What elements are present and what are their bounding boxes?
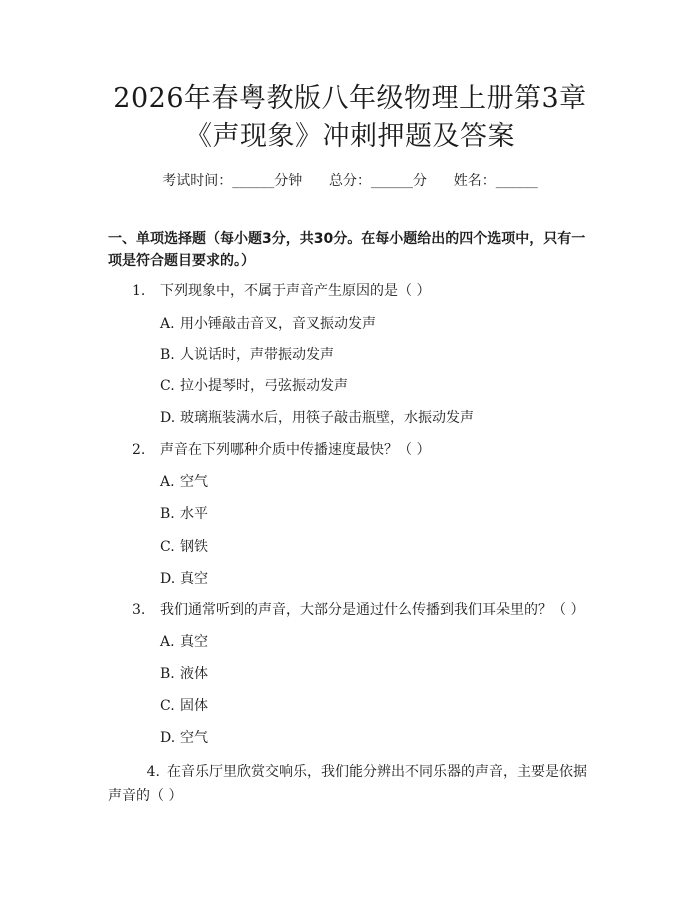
question-1-option-a bbox=[160, 314, 376, 334]
question-1-option-c bbox=[160, 376, 348, 396]
option-letter: D. bbox=[160, 410, 176, 426]
option-letter: B. bbox=[160, 666, 175, 682]
option-letter: B. bbox=[160, 506, 175, 522]
question-4-text: 在音乐厅里欣赏交响乐，我们能分辨出不同乐器的声音，主要是依据声音的（ ） bbox=[108, 764, 587, 804]
option-letter: B. bbox=[160, 347, 175, 363]
question-3-text: 我们通常听到的声音，大部分是通过什么传播到我们耳朵里的？（ ） bbox=[160, 602, 585, 618]
option-text: 空气 bbox=[180, 730, 208, 746]
question-3-number: 3. bbox=[132, 602, 146, 618]
question-2-number: 2. bbox=[132, 442, 146, 458]
question-2-text: 声音在下列哪种介质中传播速度最快？（ ） bbox=[160, 442, 431, 458]
exam-title: 2026年春粤教版八年级物理上册第3章《声现象》冲刺押题及答案 bbox=[113, 83, 587, 152]
question-2-option-d bbox=[160, 569, 208, 589]
option-text: 拉小提琴时，弓弦振动发声 bbox=[180, 378, 348, 394]
question-4 bbox=[108, 760, 598, 808]
question-3-option-c bbox=[160, 696, 208, 716]
option-letter: D. bbox=[160, 571, 176, 587]
option-text: 空气 bbox=[180, 474, 208, 490]
option-text: 固体 bbox=[180, 698, 208, 714]
option-letter: D. bbox=[160, 730, 176, 746]
question-1-text: 下列现象中，不属于声音产生原因的是（ ） bbox=[160, 283, 431, 299]
option-text: 真空 bbox=[180, 634, 208, 650]
question-3-option-b bbox=[160, 664, 208, 684]
option-letter: A. bbox=[160, 634, 175, 650]
option-text: 人说话时，声带振动发声 bbox=[180, 347, 334, 363]
question-1-number: 1. bbox=[132, 283, 146, 299]
question-3-option-d bbox=[160, 728, 208, 748]
option-text: 真空 bbox=[180, 571, 208, 587]
option-text: 液体 bbox=[180, 666, 208, 682]
question-4-number: 4. bbox=[146, 764, 160, 780]
option-text: 用小锤敲击音叉，音叉振动发声 bbox=[180, 316, 376, 332]
option-text: 玻璃瓶装满水后，用筷子敲击瓶壁，水振动发声 bbox=[180, 410, 474, 426]
section-heading: 一、单项选择题（每小题3分，共30分。在每小题给出的四个选项中，只有一项是符合题目要求的。） bbox=[108, 231, 586, 269]
question-3-option-a bbox=[160, 632, 208, 652]
question-2-option-a bbox=[160, 472, 208, 492]
question-2-option-c bbox=[160, 537, 208, 557]
option-letter: C. bbox=[160, 698, 175, 714]
option-letter: A. bbox=[160, 316, 175, 332]
question-1-option-d bbox=[160, 408, 474, 428]
question-2-option-b bbox=[160, 504, 208, 524]
option-letter: C. bbox=[160, 378, 175, 394]
option-text: 钢铁 bbox=[180, 539, 208, 555]
question-1-option-b bbox=[160, 345, 334, 365]
option-letter: A. bbox=[160, 474, 175, 490]
exam-info-line: 考试时间：______分钟 总分：______分 姓名：______ bbox=[162, 173, 538, 189]
option-letter: C. bbox=[160, 539, 175, 555]
option-text: 水平 bbox=[180, 506, 208, 522]
